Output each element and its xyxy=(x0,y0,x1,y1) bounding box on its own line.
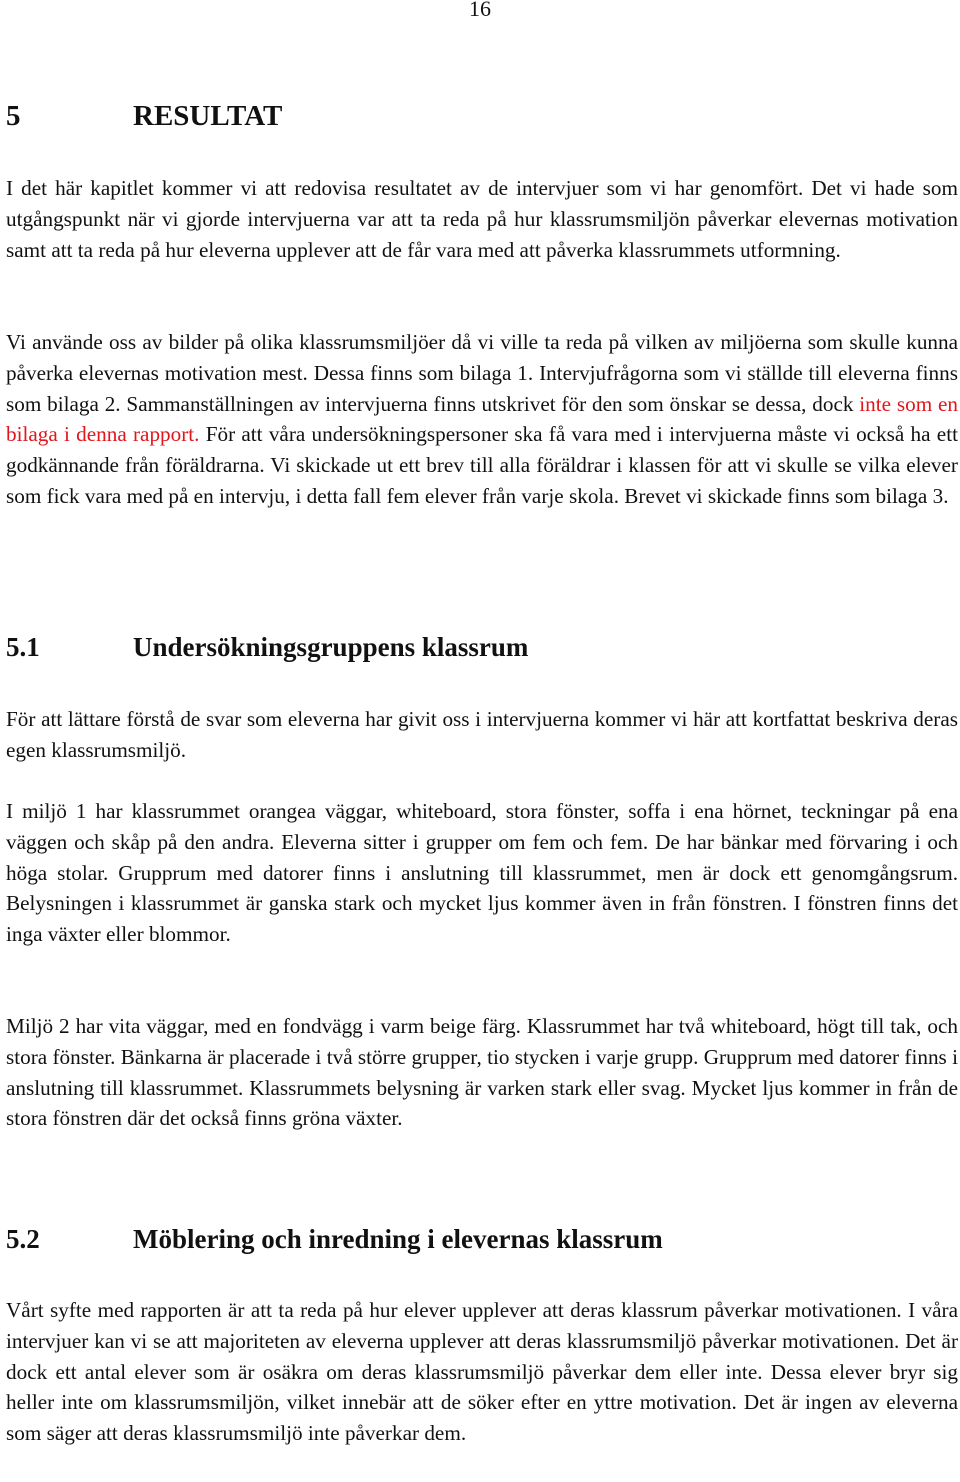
section-number: 5 xyxy=(6,100,21,132)
furnishing-paragraph: Vårt syfte med rapporten är att ta reda på hur elever upplever att deras klassrum påverkar motivationen. I våra intervjuer kan vi se att majoriteten av eleverna upplever att deras klassrumsmiljö påverkar motivationen. Det är dock ett antal elever som är osäkra om deras klassrumsmiljö påverkar dem eller inte. Dessa elever bryr sig heller inte om klassrumsmiljön, vilket innebär att de söker efter en yttre motivation. Det är ingen av eleverna som säger att deras klassrumsmiljö inte påverkar dem. xyxy=(6,1298,958,1446)
page-number: 16 xyxy=(469,0,491,21)
environment-1-paragraph: I miljö 1 har klassrummet orangea väggar, whiteboard, stora fönster, soffa i ena hörnet, teckningar på ena väggen och skåp på den andra. Eleverna sitter i grupper om fem och fem. De har bänkar med förvaring i och höga stolar. Grupprum med datorer finns i anslutning till klassrummet, men är dock ett genomgångsrum. Belysningen i klassrummet är ganska stark och mycket ljus kommer även in från fönstren. I fönstren finns det inga växter eller blommor. xyxy=(6,799,958,947)
subsection-number-1: 5.1 xyxy=(6,632,40,662)
environment-2-paragraph: Miljö 2 har vita väggar, med en fondvägg i varm beige färg. Klassrummet har två whiteboard, högt till tak, och stora fönster. Bänkarna är placerade i två större grupper, tio stycken i varje grupp. Grupprum med datorer finns i anslutning till klassrummet. Klassrummets belysning är varken stark eller svag. Mycket ljus kommer in från de stora fönstren där det också finns gröna växter. xyxy=(6,1014,958,1131)
method-text-end: För att våra undersökningspersoner ska få vara med i intervjuerna måste vi också ha ett godkännande från föräldrarna. Vi skickade ut ett brev till alla föräldrar i klassen för att vi skulle se vilka elever som fick vara med på en intervju, i detta fall fem elever från varje skola. Brevet vi skickade finns som bilaga 3. xyxy=(6,422,958,508)
intro-paragraph: I det här kapitlet kommer vi att redovisa resultatet av de intervjuer som vi har genomfört. Det vi hade som utgångspunkt när vi gjorde intervjuerna var att ta reda på hur klassrumsmiljön påverkar elevernas motivation samt att ta reda på hur eleverna upplever att de får vara med att påverka klassrummets utformning. xyxy=(6,176,958,262)
subsection-title-1: Undersökningsgruppens klassrum xyxy=(133,632,529,662)
subsection-title-2: Möblering och inredning i elevernas klassrum xyxy=(133,1224,663,1254)
method-paragraph xyxy=(6,327,958,512)
section-title: RESULTAT xyxy=(133,100,283,132)
method-text-start: Vi använde oss av bilder på olika klassrumsmiljöer då vi ville ta reda på vilken av miljöerna som skulle kunna påverka elevernas motivation mest. Dessa finns som bilaga 1. Intervjufrågorna som vi ställde till eleverna finns som bilaga 2. Sammanställningen av intervjuerna finns utskrivet för den som önskar se dessa, dock xyxy=(6,330,958,416)
classroom-intro-paragraph: För att lättare förstå de svar som eleverna har givit oss i intervjuerna kommer vi här att kortfattat beskriva deras egen klassrumsmiljö. xyxy=(6,707,958,762)
section-heading xyxy=(6,100,282,133)
subsection-heading-1 xyxy=(6,632,528,663)
highlighted-text: inte som en bilaga i denna rapport. xyxy=(6,391,958,447)
subsection-number-2: 5.2 xyxy=(6,1224,40,1254)
subsection-heading-2 xyxy=(6,1224,663,1255)
